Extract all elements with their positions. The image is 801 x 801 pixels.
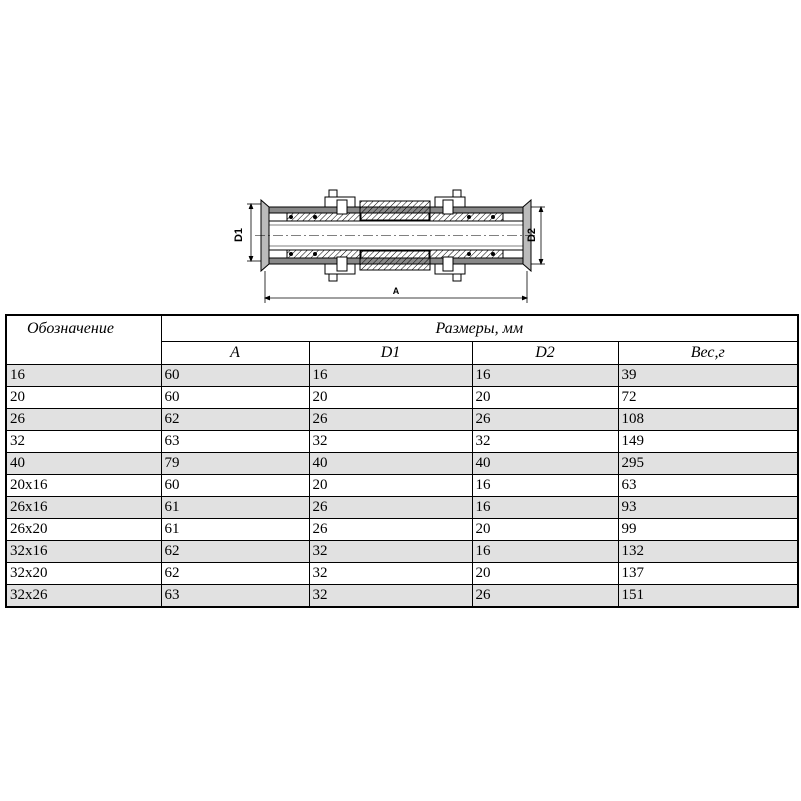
cell-a: 60: [161, 387, 309, 409]
cell-d2: 16: [472, 541, 618, 563]
cell-weight: 295: [618, 453, 798, 475]
cell-weight: 149: [618, 431, 798, 453]
cell-a: 63: [161, 431, 309, 453]
cell-d2: 32: [472, 431, 618, 453]
cell-d2: 40: [472, 453, 618, 475]
cell-d1: 32: [309, 431, 472, 453]
table-row: [6, 475, 798, 497]
cell-a: 62: [161, 409, 309, 431]
table-row: [6, 409, 798, 431]
cell-a: 60: [161, 365, 309, 387]
cell-d1: 26: [309, 497, 472, 519]
cell-d2: 20: [472, 519, 618, 541]
cell-d1: 20: [309, 475, 472, 497]
cell-weight: 132: [618, 541, 798, 563]
header-d2: D2: [472, 342, 618, 365]
cell-d1: 40: [309, 453, 472, 475]
cell-weight: 93: [618, 497, 798, 519]
table-row: [6, 431, 798, 453]
table-row: [6, 585, 798, 607]
cell-d1: 20: [309, 387, 472, 409]
cell-d2: 16: [472, 365, 618, 387]
cell-d1: 16: [309, 365, 472, 387]
cell-weight: 63: [618, 475, 798, 497]
cell-d1: 32: [309, 563, 472, 585]
cell-weight: 99: [618, 519, 798, 541]
cell-designation: 20: [6, 387, 161, 409]
header-sizes: Размеры, мм: [161, 315, 798, 342]
cell-a: 61: [161, 497, 309, 519]
cell-a: 63: [161, 585, 309, 607]
cell-a: 62: [161, 563, 309, 585]
cell-d1: 26: [309, 409, 472, 431]
cell-d1: 26: [309, 519, 472, 541]
cell-weight: 108: [618, 409, 798, 431]
coupling-drawing: [225, 185, 565, 305]
table-row: [6, 541, 798, 563]
table-row: [6, 519, 798, 541]
header-weight: Вес,г: [618, 342, 798, 365]
cell-a: 62: [161, 541, 309, 563]
cell-designation: 32: [6, 431, 161, 453]
table-row: [6, 563, 798, 585]
cell-weight: 151: [618, 585, 798, 607]
cell-designation: 32x26: [6, 585, 161, 607]
cell-weight: 39: [618, 365, 798, 387]
cell-d2: 26: [472, 585, 618, 607]
spec-table: [5, 314, 799, 608]
cell-d1: 32: [309, 541, 472, 563]
header-d1: D1: [309, 342, 472, 365]
cell-d2: 16: [472, 497, 618, 519]
cell-designation: 32x16: [6, 541, 161, 563]
dimension-label-d2: D2: [526, 227, 538, 243]
cell-d2: 16: [472, 475, 618, 497]
cell-d2: 20: [472, 563, 618, 585]
cell-designation: 26x20: [6, 519, 161, 541]
cell-designation: 32x20: [6, 563, 161, 585]
cell-a: 79: [161, 453, 309, 475]
cell-designation: 26: [6, 409, 161, 431]
cell-designation: 20x16: [6, 475, 161, 497]
fitting-body: [255, 190, 537, 281]
cell-a: 60: [161, 475, 309, 497]
header-a: A: [161, 342, 309, 365]
cell-weight: 137: [618, 563, 798, 585]
dimension-label-d1: D1: [233, 227, 245, 243]
cell-designation: 16: [6, 365, 161, 387]
cell-weight: 72: [618, 387, 798, 409]
cell-a: 61: [161, 519, 309, 541]
cell-d1: 32: [309, 585, 472, 607]
table-row: [6, 497, 798, 519]
table-row: [6, 365, 798, 387]
header-designation: Обозначение: [6, 315, 161, 365]
cell-d2: 26: [472, 409, 618, 431]
cell-designation: 26x16: [6, 497, 161, 519]
cell-designation: 40: [6, 453, 161, 475]
table-row: [6, 453, 798, 475]
table-row: [6, 387, 798, 409]
dimension-label-a: A: [392, 286, 400, 296]
cell-d2: 20: [472, 387, 618, 409]
